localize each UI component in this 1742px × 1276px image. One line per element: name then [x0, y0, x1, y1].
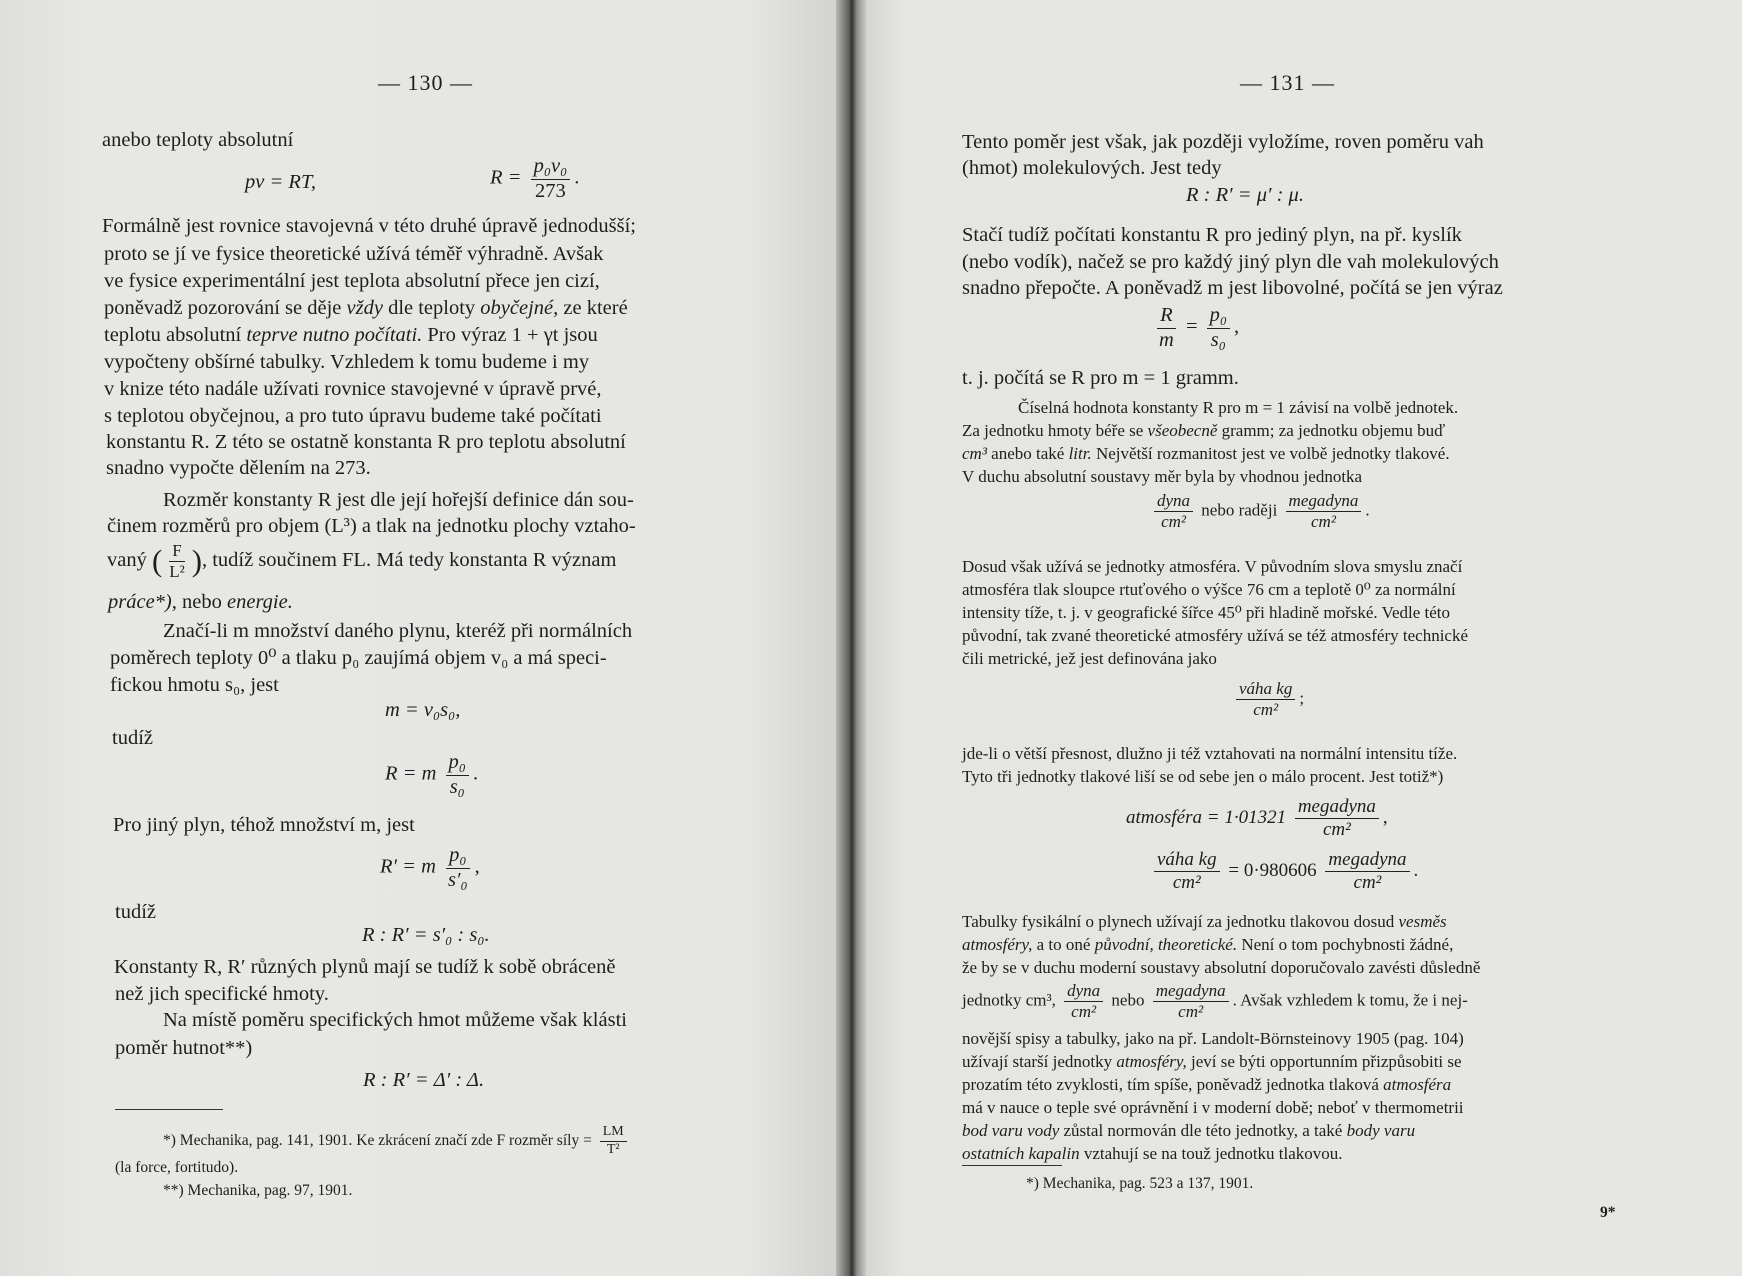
text-line: (hmot) molekulových. Jest tedy: [962, 157, 1222, 179]
text-span: ze které: [563, 297, 628, 319]
equation: [1152, 305, 1239, 351]
equation-end: .: [1413, 859, 1419, 881]
text-span: Není o tom pochybnosti žádné,: [1241, 935, 1454, 954]
italic-span: všeobecně: [1147, 421, 1218, 440]
fraction-denominator: cm²: [1311, 511, 1336, 531]
equation: [490, 156, 579, 202]
small-text-line: V duchu absolutní soustavy měr byla by vhodnou jednotka: [962, 467, 1363, 486]
text-line: Formálně jest rovnice stavojevná v této druhé úpravě jednodušší;: [102, 215, 637, 237]
equation-end: ,: [1234, 315, 1240, 338]
italic-span: práce*),: [108, 591, 177, 613]
italic-span: bod varu vody: [962, 1121, 1060, 1140]
text-span: dle teploty: [388, 297, 476, 319]
text-line: anebo teploty absolutní: [102, 129, 294, 151]
small-text-line: jde-li o větší přesnost, dlužno ji též vztahovati na normální intensitu tíže.: [962, 744, 1458, 763]
equation: [1126, 797, 1388, 840]
fraction-denominator: cm²: [1172, 871, 1201, 893]
italic-span: energie.: [227, 591, 293, 613]
fraction-numerator: p₀: [1207, 305, 1230, 329]
fraction-numerator: LM: [600, 1125, 627, 1142]
italic-span: body varu: [1346, 1121, 1416, 1140]
text-line: tudíž: [115, 901, 156, 923]
equation: m = v₀s₀,: [385, 699, 461, 721]
text-line: s teplotou obyčejnou, a pro tuto úpravu budeme také počítati: [104, 405, 602, 427]
text-line: Značí-li m množství daného plynu, kteréž při normálních: [163, 620, 633, 642]
small-text-line: [962, 1076, 1451, 1093]
text-span: , tudíž součinem FL. Má tedy konstanta R význam: [201, 549, 617, 572]
italic-span: atmosféry,: [1116, 1052, 1187, 1071]
equation: R : R′ = Δ′ : Δ.: [363, 1069, 485, 1091]
fraction-denominator: s₀: [1210, 328, 1226, 351]
text-line: konstantu R. Z této se ostatně konstanta R pro teplotu absolutní: [106, 431, 626, 453]
small-text-line: [962, 936, 1453, 953]
text-line: fickou hmotu s₀, jest: [110, 674, 279, 696]
text-span: teplotu absolutní: [104, 324, 242, 346]
equation: [1150, 492, 1370, 531]
fraction-denominator: cm²: [1178, 1001, 1204, 1021]
small-text-line: Dosud však užívá se jednotky atmosféra. V původním slova smyslu značí: [962, 557, 1463, 576]
text-line: Stačí tudíž počítati konstantu R pro jediný plyn, na př. kyslík: [962, 224, 1462, 246]
text-span: Za jednotku hmoty béře se: [962, 421, 1144, 440]
text-line: Na místě poměru specifických hmot můžeme však klásti: [163, 1009, 627, 1031]
italic-span: vesměs: [1398, 912, 1447, 931]
fraction-denominator: cm²: [1071, 1001, 1097, 1021]
equation-lhs: R =: [490, 166, 522, 189]
text-span: anebo také: [991, 444, 1065, 463]
fraction-numerator: megadyna: [1286, 492, 1362, 512]
text-line: Pro jiný plyn, téhož množství m, jest: [113, 814, 415, 836]
equation-end: ,: [474, 855, 480, 878]
small-text-line: atmosféra tlak sloupce rtuťového o výšce 76 cm a teplotě 0⁰ za normální: [962, 580, 1456, 599]
paren: (: [151, 543, 163, 578]
text-span: užívají starší jednotky: [962, 1052, 1113, 1071]
text-span: gramm; za jednotku objemu buď: [1221, 421, 1446, 440]
fraction-denominator: cm²: [1253, 699, 1279, 719]
equation-lhs: R = m: [385, 762, 437, 785]
fraction-denominator: s′₀: [448, 868, 468, 891]
equation-end: .: [472, 762, 479, 785]
fraction-numerator: p₀: [446, 752, 469, 776]
fraction-denominator: cm²: [1353, 871, 1382, 893]
text-line: snadno vypočte dělením na 273.: [106, 457, 371, 479]
italic-span: ostatních kapalin: [962, 1144, 1080, 1163]
italic-span: obyčejné,: [480, 297, 559, 319]
italic-span: původní, theoretické.: [1094, 935, 1238, 954]
equation-lhs: R′ = m: [380, 855, 436, 878]
equation-end: .: [574, 166, 580, 189]
fraction-denominator: T²: [606, 1141, 620, 1157]
equation: [1150, 850, 1418, 893]
text-line: [107, 542, 616, 581]
equation-end: .: [1365, 500, 1370, 520]
text-line: činem rozměrů pro objem (L³) a tlak na jednotku plochy vztaho-: [107, 515, 636, 537]
text-span: nebo: [182, 591, 222, 613]
text-span: Největší rozmanitost jest ve volbě jednotky tlakové.: [1095, 444, 1450, 463]
text-line: Tento poměr jest však, jak později vyložíme, roven poměru vah: [962, 131, 1484, 153]
fraction-numerator: p₀: [446, 845, 469, 869]
text-line: poměrech teploty 0⁰ a tlaku p₀ zaujímá objem v₀ a má speci-: [110, 647, 607, 669]
small-text-line: [962, 1053, 1462, 1070]
text-span: jeví se býti opportunním přizpůsobiti se: [1191, 1052, 1462, 1071]
equation: [385, 752, 478, 798]
small-text-line: [962, 1145, 1343, 1162]
text-line: Rozměr konstanty R jest dle její hořejší definice dán sou-: [163, 489, 634, 511]
text-line: t. j. počítá se R pro m = 1 gramm.: [962, 367, 1239, 389]
text-span: . Avšak vzhledem k tomu, že i nej-: [1232, 990, 1468, 1010]
small-text-line: [962, 445, 1450, 462]
italic-span: teprve nutno počítati.: [246, 324, 423, 346]
small-text-line: původní, tak zvané theoretické atmosféry užívá se též atmosféry technické: [962, 626, 1469, 645]
fraction-numerator: p₀v₀: [531, 156, 571, 180]
fraction-denominator: L²: [169, 561, 185, 581]
text-span: zůstal normován dle této jednotky, a také: [1063, 1121, 1343, 1140]
text-line: poměr hutnot**): [115, 1037, 253, 1059]
text-span: Pro výraz 1 + γt jsou: [427, 324, 598, 346]
small-text-line: [962, 1122, 1415, 1139]
page-number-right: — 131 —: [1240, 70, 1335, 95]
fraction-denominator: m: [1159, 328, 1174, 351]
fraction-numerator: dyna: [1154, 492, 1193, 512]
footnote: **) Mechanika, pag. 97, 1901.: [163, 1182, 353, 1199]
italic-span: atmosféra: [1383, 1075, 1452, 1094]
text-span: jednotky cm³,: [962, 990, 1056, 1010]
small-text-line: že by se v duchu moderní soustavy absolutní doporučovalo zavésti důsledně: [962, 958, 1481, 977]
equation-mid: =: [1185, 315, 1198, 338]
text-span: Tabulky fysikální o plynech užívají za jednotku tlakovou dosud: [962, 912, 1395, 931]
small-text-line: intensity tíže, t. j. v geografické šířce 45⁰ při hladině mořské. Vedle této: [962, 603, 1451, 622]
book-gutter: [836, 0, 866, 1276]
equation: [1232, 680, 1304, 719]
footnote: (la force, fortitudo).: [115, 1159, 239, 1176]
fraction-numerator: váha kg: [1154, 850, 1220, 872]
fraction-denominator: cm²: [1161, 511, 1186, 531]
fraction-denominator: s₀: [449, 775, 465, 798]
small-text-line: Číselná hodnota konstanty R pro m = 1 závisí na volbě jednotek.: [1018, 398, 1459, 417]
equation: R : R′ = s′₀ : s₀.: [362, 924, 490, 946]
text-span: nebo: [1111, 990, 1145, 1010]
text-line: Konstanty R, R′ různých plynů mají se tudíž k sobě obráceně: [114, 956, 616, 978]
small-text-line: čili metrické, jež jest definována jako: [962, 649, 1217, 668]
equation-lhs: atmosféra = 1·01321: [1126, 806, 1287, 828]
fraction-denominator: cm²: [1322, 818, 1351, 840]
text-line: [104, 298, 628, 319]
italic-span: atmosféry,: [962, 935, 1033, 954]
page-number-left: — 130 —: [378, 70, 473, 95]
italic-span: litr.: [1068, 444, 1092, 463]
text-line: proto se jí ve fysice theoretické užívá téměř výhradně. Avšak: [104, 243, 604, 265]
fraction-numerator: F: [169, 542, 184, 562]
small-text-line: [962, 422, 1445, 439]
small-text-line: [962, 982, 1468, 1021]
signature-mark: 9*: [1600, 1204, 1616, 1221]
fraction-denominator: 273: [535, 179, 566, 202]
text-span: prozatím této zvyklosti, tím spíše, poněvadž jednotka tlaková: [962, 1075, 1379, 1094]
small-text-line: Tyto tři jednotky tlakové liší se od sebe jen o málo procent. Jest totiž*): [962, 767, 1444, 786]
text-line: snadno přepočte. A poněvadž m jest libovolné, počítá se jen výraz: [962, 277, 1503, 299]
equation: pv = RT,: [245, 171, 316, 193]
equation: [380, 845, 480, 891]
text-line: než jich specifické hmoty.: [115, 983, 329, 1005]
footnote: [163, 1125, 631, 1157]
equation-end: ,: [1382, 806, 1388, 828]
text-span: a to oné: [1036, 935, 1091, 954]
text-line: ve fysice experimentální jest teplota absolutní přece jen cizí,: [104, 270, 600, 292]
text-line: tudíž: [112, 727, 153, 749]
footnote-divider: [115, 1109, 223, 1110]
italic-span: cm³: [962, 444, 987, 463]
equation-end: ;: [1299, 688, 1305, 708]
equation: R : R′ = μ′ : μ.: [1186, 184, 1304, 206]
small-text-line: novější spisy a tabulky, jako na př. Landolt-Börnsteinovy 1905 (pag. 104): [962, 1029, 1464, 1048]
footnote-text: *) Mechanika, pag. 141, 1901. Ke zkrácení značí zde F rozměr síly =: [163, 1131, 592, 1149]
footnote-divider: [962, 1165, 1062, 1166]
fraction-numerator: dyna: [1064, 982, 1103, 1002]
fraction-numerator: megadyna: [1325, 850, 1409, 872]
fraction-numerator: R: [1157, 305, 1176, 329]
text-line: v knize této nadále užívati rovnice stavojevné v úpravě prvé,: [104, 378, 602, 400]
text-span: vztahují se na touž jednotku tlakovou.: [1083, 1144, 1343, 1163]
text-span: poněvadž pozorování se děje: [104, 297, 342, 319]
paren: ): [191, 543, 202, 578]
small-text-line: [962, 913, 1447, 930]
text-line: [108, 592, 293, 613]
italic-span: vždy: [346, 297, 383, 319]
fraction-numerator: megadyna: [1295, 797, 1379, 819]
fraction-numerator: váha kg: [1236, 680, 1295, 700]
text-line: [104, 325, 598, 346]
equation-mid: = 0·980606: [1228, 859, 1317, 881]
footnote: *) Mechanika, pag. 523 a 137, 1901.: [1026, 1175, 1254, 1192]
fraction-numerator: megadyna: [1153, 982, 1229, 1002]
equation-mid: nebo raději: [1201, 500, 1278, 520]
text-span: vaný: [107, 549, 147, 572]
text-line: vypočteny obšírné tabulky. Vzhledem k tomu budeme i my: [104, 351, 590, 373]
text-line: (nebo vodík), načež se pro každý jiný plyn dle vah molekulových: [962, 251, 1499, 273]
small-text-line: má v nauce o teple své oprávnění i v moderní době; neboť v thermometrii: [962, 1098, 1464, 1117]
